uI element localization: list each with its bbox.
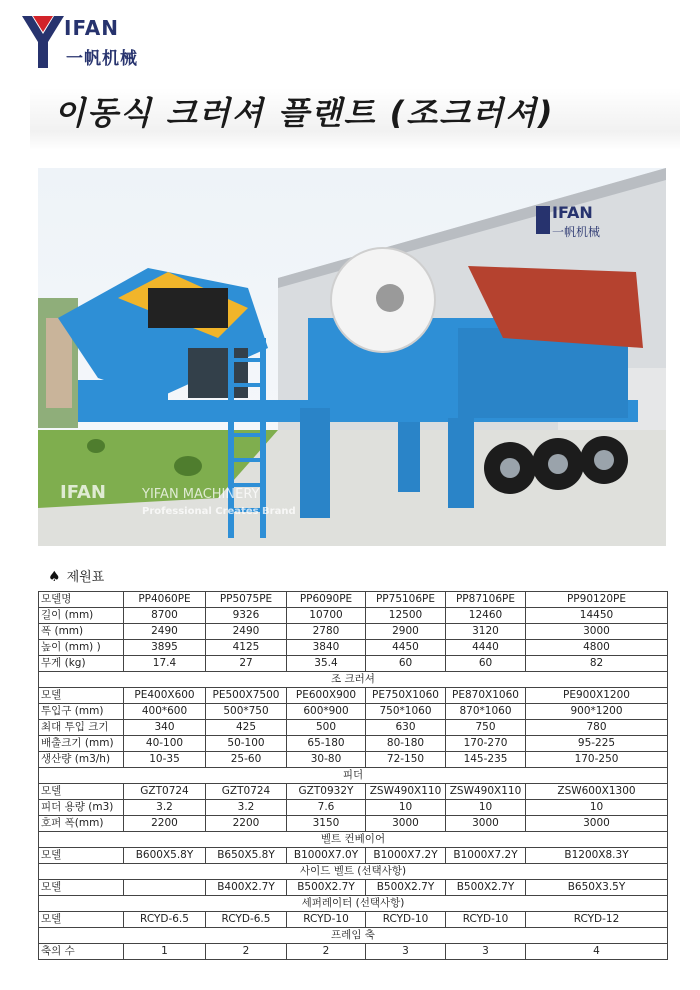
table-cell: B1000X7.2Y [446,848,526,864]
table-cell: 145-235 [446,752,526,768]
row-label: 생산량 (m3/h) [39,752,124,768]
table-cell: 10700 [287,608,366,624]
table-cell: 340 [124,720,206,736]
table-cell: B500X2.7Y [446,880,526,896]
spec-table [38,591,668,960]
table-cell: PP4060PE [124,592,206,608]
section-feeder [39,768,668,784]
table-cell: 750*1060 [366,704,446,720]
table-cell: 600*900 [287,704,366,720]
table-cell: 3.2 [124,800,206,816]
table-cell: 3120 [446,624,526,640]
table-cell: 14450 [526,608,668,624]
table-cell: ZSW490X110 [446,784,526,800]
table-cell: RCYD-6.5 [206,912,287,928]
table-row [39,608,668,624]
row-label: 배출크기 (mm) [39,736,124,752]
table-cell: 7.6 [287,800,366,816]
table-cell: B650X5.8Y [206,848,287,864]
table-row [39,912,668,928]
table-row [39,800,668,816]
table-cell: 3000 [366,816,446,832]
table-cell: 3 [446,944,526,960]
row-label: 모델 [39,912,124,928]
table-cell: B400X2.7Y [206,880,287,896]
logo-y-mark [22,16,64,68]
building-logo-mark [536,206,550,234]
table-cell: 82 [526,656,668,672]
watermark-slogan: Professional Creates Brand [142,506,296,517]
table-cell: 3.2 [206,800,287,816]
table-cell: 10 [446,800,526,816]
table-cell: 4450 [366,640,446,656]
table-cell: 170-270 [446,736,526,752]
table-cell: 3895 [124,640,206,656]
section-separator [39,896,668,912]
table-cell: 72-150 [366,752,446,768]
table-cell: 4125 [206,640,287,656]
table-cell: B500X2.7Y [366,880,446,896]
table-cell: RCYD-10 [287,912,366,928]
table-row [39,720,668,736]
table-cell: 3000 [526,624,668,640]
table-cell: PP87106PE [446,592,526,608]
table-cell: RCYD-12 [526,912,668,928]
table-cell: 60 [446,656,526,672]
section-frame-axle [39,928,668,944]
row-label: 피더 용량 (m3) [39,800,124,816]
row-label: 투입구 (mm) [39,704,124,720]
table-cell: 500 [287,720,366,736]
table-cell: PE500X7500 [206,688,287,704]
table-cell: 400*600 [124,704,206,720]
table-cell: B1200X8.3Y [526,848,668,864]
table-cell: 8700 [124,608,206,624]
product-photo [38,168,666,546]
logo-brand-cn: 一帆机械 [66,49,138,69]
section-title: 벨트 컨베이어 [39,832,668,848]
table-cell: 425 [206,720,287,736]
table-cell: ZSW600X1300 [526,784,668,800]
table-row [39,704,668,720]
table-row [39,656,668,672]
table-cell: 10 [366,800,446,816]
table-cell [124,880,206,896]
table-cell: 900*1200 [526,704,668,720]
watermark-company-name: YIFAN MACHINERY [142,487,260,502]
table-cell: 35.4 [287,656,366,672]
table-cell: PE400X600 [124,688,206,704]
table-cell: PE870X1060 [446,688,526,704]
row-label: 모델 [39,688,124,704]
section-title: 사이드 벨트 (선택사항) [39,864,668,880]
table-cell: 3 [366,944,446,960]
table-cell: 25-60 [206,752,287,768]
table-cell: 3000 [526,816,668,832]
table-row [39,624,668,640]
table-cell: 10 [526,800,668,816]
table-cell: GZT0932Y [287,784,366,800]
row-label: 최대 투입 크기 [39,720,124,736]
table-cell: 12460 [446,608,526,624]
table-cell: 12500 [366,608,446,624]
section-title: 세퍼레이터 (선택사항) [39,896,668,912]
table-row [39,816,668,832]
table-cell: 65-180 [287,736,366,752]
table-cell: 2 [287,944,366,960]
section-title: 조 크러셔 [39,672,668,688]
table-cell: 2900 [366,624,446,640]
table-cell: 3840 [287,640,366,656]
spade-icon: ♠ [48,569,61,585]
table-cell: 80-180 [366,736,446,752]
table-row [39,880,668,896]
table-cell: 17.4 [124,656,206,672]
table-cell: 170-250 [526,752,668,768]
table-cell: 4440 [446,640,526,656]
table-cell: 630 [366,720,446,736]
table-cell: PE600X900 [287,688,366,704]
table-cell: 50-100 [206,736,287,752]
row-label: 모델 [39,880,124,896]
table-cell: 2200 [206,816,287,832]
row-label: 높이 (mm) ) [39,640,124,656]
table-cell: 9326 [206,608,287,624]
model-header-row [39,592,668,608]
table-cell: PP5075PE [206,592,287,608]
table-cell: 95-225 [526,736,668,752]
table-row [39,736,668,752]
section-side-belt [39,864,668,880]
table-cell: B650X3.5Y [526,880,668,896]
table-cell: B1000X7.2Y [366,848,446,864]
table-cell: PE750X1060 [366,688,446,704]
logo-brand-en: IFAN [64,16,120,40]
table-row [39,752,668,768]
row-label: 모델명 [39,592,124,608]
table-cell: 1 [124,944,206,960]
table-cell: 10-35 [124,752,206,768]
table-cell: 2200 [124,816,206,832]
table-cell: PP75106PE [366,592,446,608]
table-cell: RCYD-10 [366,912,446,928]
watermark-logo-en: IFAN [60,482,106,503]
table-cell: 2490 [124,624,206,640]
row-label: 모델 [39,784,124,800]
table-cell: 60 [366,656,446,672]
table-cell: 500*750 [206,704,287,720]
table-cell: 780 [526,720,668,736]
table-cell: 4800 [526,640,668,656]
section-title: 프레임 축 [39,928,668,944]
table-cell: GZT0724 [124,784,206,800]
table-cell: 3000 [446,816,526,832]
row-label: 무게 (kg) [39,656,124,672]
table-cell: ZSW490X110 [366,784,446,800]
table-cell: B500X2.7Y [287,880,366,896]
table-cell: RCYD-10 [446,912,526,928]
row-label: 축의 수 [39,944,124,960]
spec-table-body [39,592,668,960]
table-cell: PP90120PE [526,592,668,608]
spec-heading [48,566,104,585]
table-cell: 2490 [206,624,287,640]
row-label: 모델 [39,848,124,864]
table-cell: 30-80 [287,752,366,768]
table-row [39,784,668,800]
table-cell: PE900X1200 [526,688,668,704]
table-cell: B600X5.8Y [124,848,206,864]
table-cell: PP6090PE [287,592,366,608]
building-logo-cn: 一帆机械 [552,225,601,239]
table-cell: GZT0724 [206,784,287,800]
page-title: 이동식 크러셔 플랜트 (조크러셔) [54,94,555,132]
table-cell: 40-100 [124,736,206,752]
table-cell: 27 [206,656,287,672]
row-label: 길이 (mm) [39,608,124,624]
table-cell: 2780 [287,624,366,640]
row-label: 호퍼 폭(mm) [39,816,124,832]
table-cell: RCYD-6.5 [124,912,206,928]
spec-heading-text: 제원표 [66,570,105,585]
table-row [39,640,668,656]
table-cell: 750 [446,720,526,736]
row-label: 폭 (mm) [39,624,124,640]
section-crusher [39,672,668,688]
building-logo-en: IFAN [552,203,593,222]
section-belt-conveyor [39,832,668,848]
table-cell: 3150 [287,816,366,832]
table-row [39,688,668,704]
table-cell: 4 [526,944,668,960]
table-cell: 870*1060 [446,704,526,720]
section-title: 피더 [39,768,668,784]
company-logo [22,14,142,74]
table-cell: 2 [206,944,287,960]
table-row [39,848,668,864]
table-row [39,944,668,960]
table-cell: B1000X7.0Y [287,848,366,864]
